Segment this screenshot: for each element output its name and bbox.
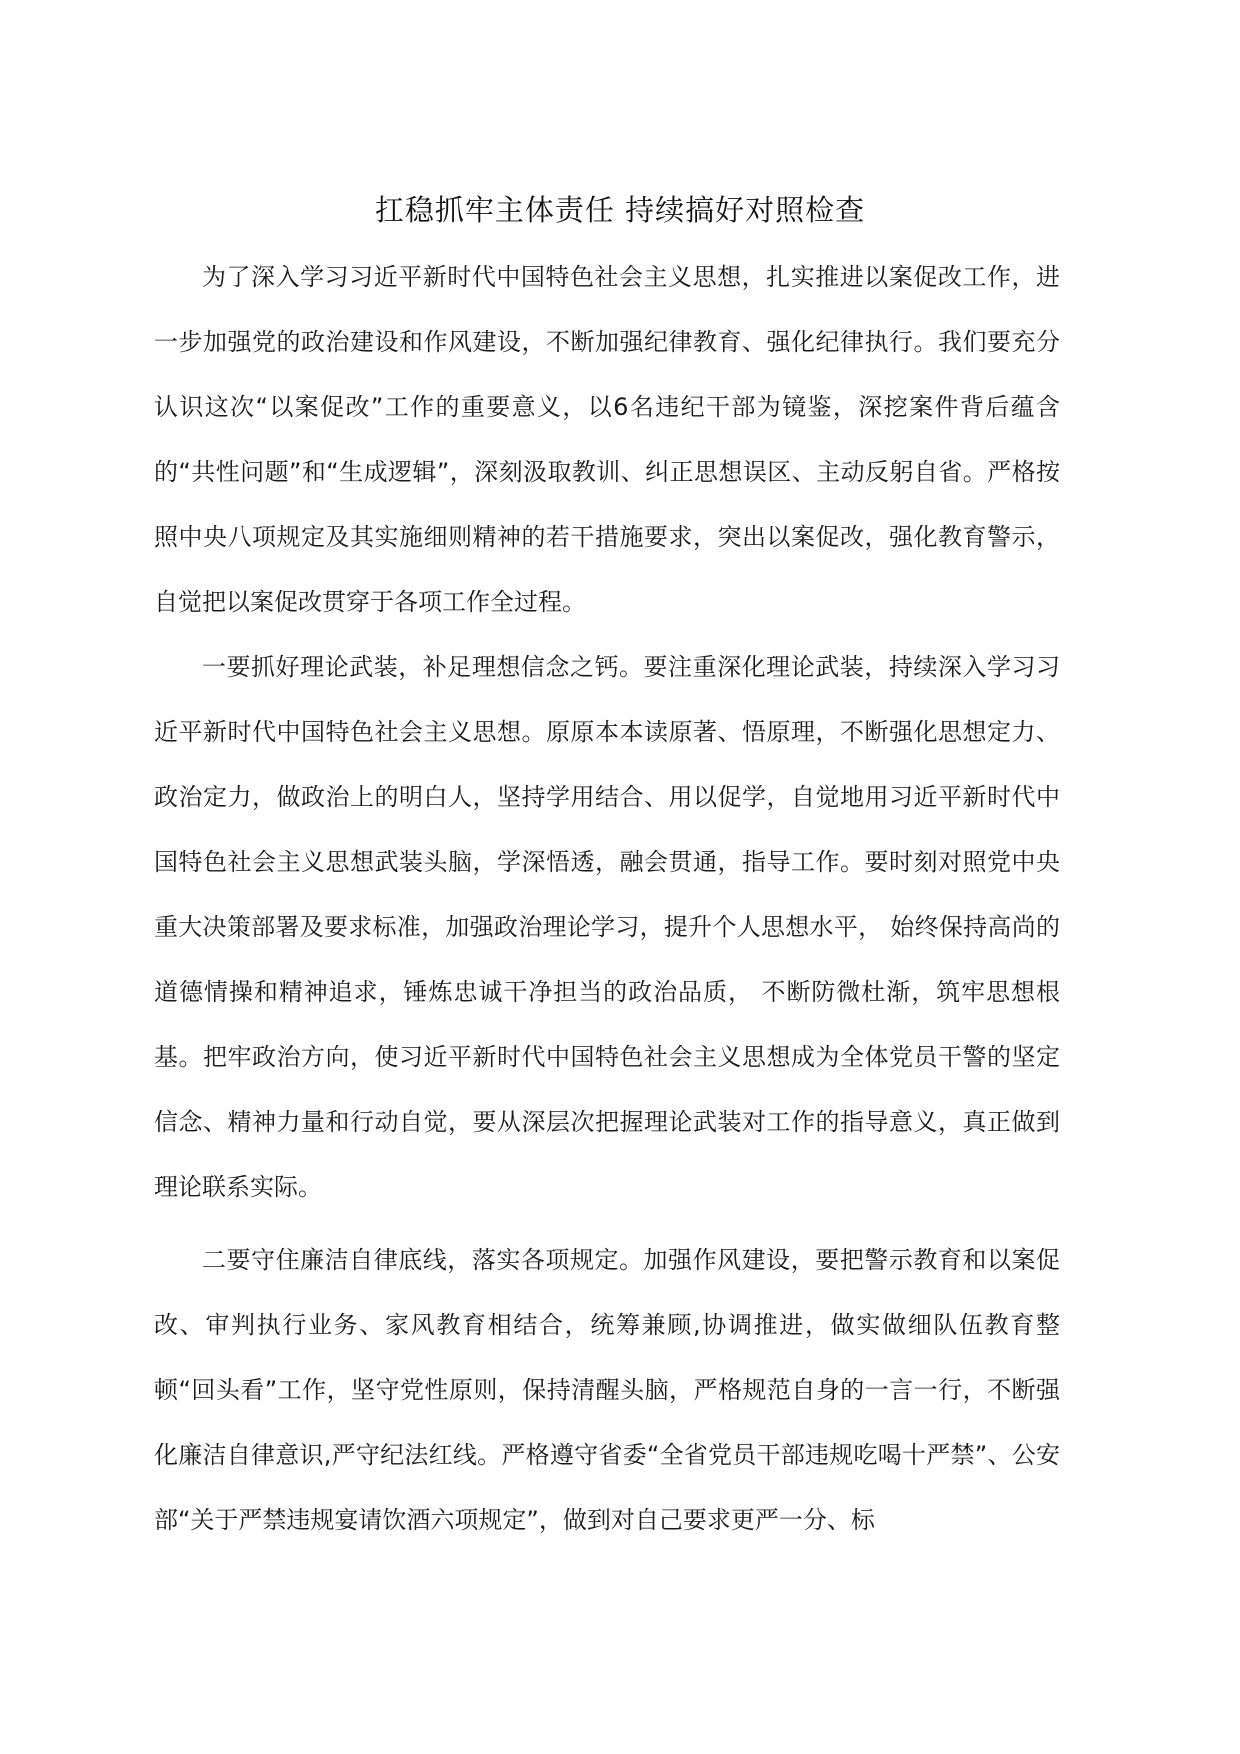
document-title: 扛稳抓牢主体责任 持续搞好对照检查: [374, 193, 866, 227]
paragraph-theory-armament: 一要抓好理论武装，补足理想信念之钙。要注重深化理论武装，持续深入学习习近平新时代中国特色社会主义思想。原原本本读原著、悟原理，不断强化思想定力、政治定力，做政治上的明白人，坚持学用结合、用以促学，自觉地用习近平新时代中国特色社会主义思想武装头脑，学深悟透，融会贯通，指导工作。要时刻对照党中央重大决策部署及要求标准，加强政治理论学习，提升个人思想水平， 始终保持高尚的道德情操和精神追求，锤炼忠诚干净担当的政治品质， 不断防微杜渐，筑牢思想根基。把牢政治方向，使习近平新时代中国特色社会主义思想成为全体党员干警的坚定信念、精神力量和行动自觉，要从深层次把握理论武装对工作的指导意义，真正做到理论联系实际。: [154, 653, 1060, 1201]
paragraph-integrity-discipline: 二要守住廉洁自律底线，落实各项规定。加强作风建设，要把警示教育和以案促改、审判执行业务、家风教育相结合，统筹兼顾,协调推进，做实做细队伍教育整顿“回头看”工作，坚守党性原则，保持清醒头脑，严格规范自身的一言一行，不断强化廉洁自律意识,严守纪法红线。严格遵守省委“全省党员干部违规吃喝十严禁”、公安部“关于严禁违规宴请饮酒六项规定”，做到对自己要求更严一分、标: [154, 1246, 1060, 1534]
paragraph-intro: 为了深入学习习近平新时代中国特色社会主义思想，扎实推进以案促改工作，进一步加强党的政治建设和作风建设，不断加强纪律教育、强化纪律执行。我们要充分认识这次“以案促改”工作的重要意义，以6名违纪干部为镜鉴，深挖案件背后蕴含的“共性问题”和“生成逻辑”，深刻汲取教训、纠正思想误区、主动反躬自省。严格按照中央八项规定及其实施细则精神的若干措施要求，突出以案促改，强化教育警示，自觉把以案促改贯穿于各项工作全过程。: [154, 263, 1060, 616]
